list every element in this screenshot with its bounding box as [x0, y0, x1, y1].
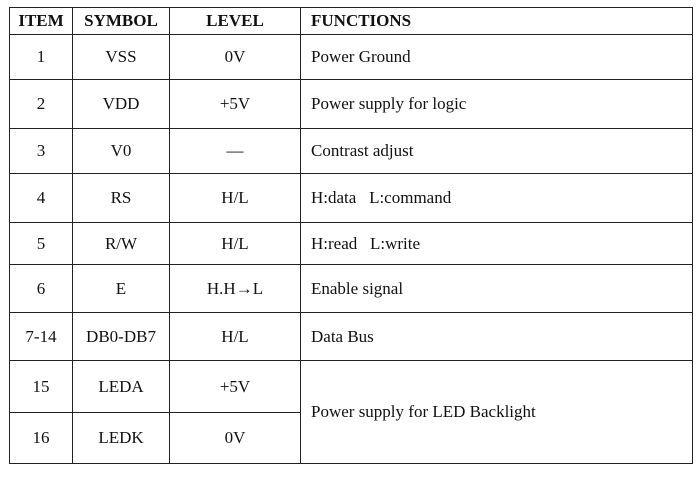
cell-level: +5V	[170, 361, 301, 413]
cell-function: Power supply for logic	[301, 80, 693, 129]
table-row	[10, 80, 693, 129]
cell-function: Power Ground	[301, 35, 693, 80]
cell-function: H:read L:write	[301, 223, 693, 265]
cell-function: Enable signal	[301, 265, 693, 313]
cell-symbol: VDD	[73, 80, 170, 129]
table-row	[10, 223, 693, 265]
table-row	[10, 265, 693, 313]
cell-symbol: VSS	[73, 35, 170, 80]
cell-level: H/L	[170, 223, 301, 265]
cell-function: Data Bus	[301, 313, 693, 361]
cell-level: 0V	[170, 35, 301, 80]
cell-item: 2	[10, 80, 73, 129]
table-row	[10, 174, 693, 223]
cell-function: Contrast adjust	[301, 129, 693, 174]
cell-item: 4	[10, 174, 73, 223]
cell-level: H/L	[170, 174, 301, 223]
cell-function: H:data L:command	[301, 174, 693, 223]
cell-item: 16	[10, 413, 73, 464]
cell-item: 15	[10, 361, 73, 413]
table-row	[10, 35, 693, 80]
cell-level: —	[170, 129, 301, 174]
cell-function-merged: Power supply for LED Backlight	[301, 361, 693, 464]
cell-symbol: RS	[73, 174, 170, 223]
cell-level: H.H→L	[170, 265, 301, 313]
cell-item: 5	[10, 223, 73, 265]
cell-level: +5V	[170, 80, 301, 129]
pin-definition-table	[9, 7, 693, 464]
cell-symbol: R/W	[73, 223, 170, 265]
table-header-row	[10, 8, 693, 35]
cell-level: H/L	[170, 313, 301, 361]
cell-symbol: V0	[73, 129, 170, 174]
table-row	[10, 129, 693, 174]
cell-item: 7-14	[10, 313, 73, 361]
cell-symbol: DB0-DB7	[73, 313, 170, 361]
table-row	[10, 313, 693, 361]
header-symbol: SYMBOL	[73, 8, 170, 35]
table-row	[10, 361, 693, 413]
cell-symbol: LEDK	[73, 413, 170, 464]
cell-symbol: LEDA	[73, 361, 170, 413]
header-level: LEVEL	[170, 8, 301, 35]
header-functions: FUNCTIONS	[301, 8, 693, 35]
header-item: ITEM	[10, 8, 73, 35]
cell-symbol: E	[73, 265, 170, 313]
cell-item: 3	[10, 129, 73, 174]
cell-item: 1	[10, 35, 73, 80]
cell-item: 6	[10, 265, 73, 313]
cell-level: 0V	[170, 413, 301, 464]
